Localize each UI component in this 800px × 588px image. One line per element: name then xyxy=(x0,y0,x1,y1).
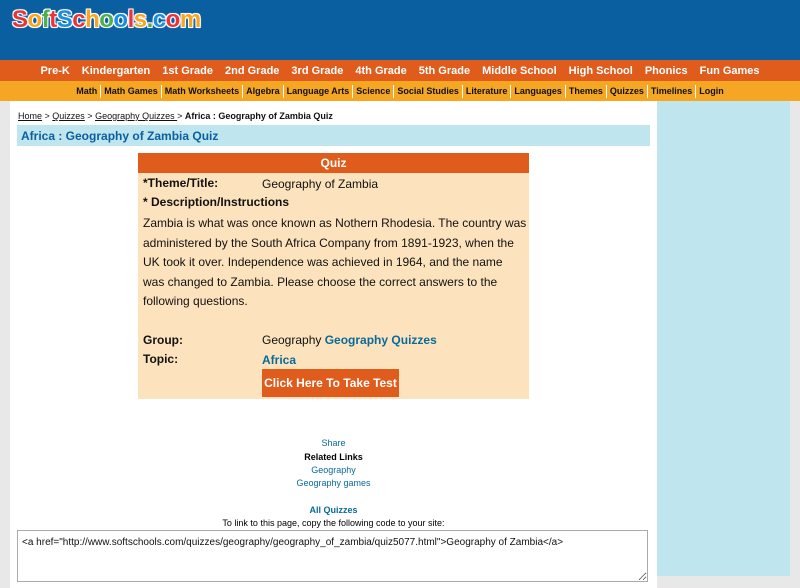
nav-fun-games[interactable]: Fun Games xyxy=(699,64,760,77)
logo-letter: c xyxy=(72,6,86,33)
subnav-login[interactable]: Login xyxy=(699,85,724,96)
logo-letter: S xyxy=(56,6,73,33)
embed-code-textarea[interactable] xyxy=(17,530,648,582)
header xyxy=(0,0,800,60)
breadcrumb-sep: > xyxy=(84,111,96,121)
geography-row xyxy=(10,465,657,475)
subnav-timelines[interactable]: Timelines xyxy=(648,85,696,98)
breadcrumb-home[interactable]: Home xyxy=(18,111,43,121)
description-label: * Description/Instructions xyxy=(143,195,290,209)
subnav-language-arts[interactable]: Language Arts xyxy=(284,85,354,98)
share-link[interactable]: Share xyxy=(321,438,346,448)
all-quizzes-row xyxy=(10,505,657,515)
logo-letter: h xyxy=(85,6,100,33)
group-value xyxy=(262,333,437,347)
nav-4th-grade[interactable]: 4th Grade xyxy=(355,64,407,77)
group-label: Group: xyxy=(143,333,183,347)
logo-letter: o xyxy=(27,6,42,33)
all-quizzes-link[interactable]: All Quizzes xyxy=(309,505,358,515)
logo-letter: s xyxy=(133,6,147,33)
theme-value: Geography of Zambia xyxy=(262,177,379,191)
africa-topic-link[interactable]: Africa xyxy=(262,353,297,367)
softschools-logo[interactable] xyxy=(12,6,201,34)
logo-letter: f xyxy=(41,6,50,33)
subnav-math-games[interactable]: Math Games xyxy=(101,85,162,98)
logo-letter: m xyxy=(179,6,201,33)
subnav-math[interactable]: Math xyxy=(73,85,101,98)
nav-5th-grade[interactable]: 5th Grade xyxy=(418,64,471,77)
right-gutter xyxy=(790,101,800,588)
subnav-math-worksheets[interactable]: Math Worksheets xyxy=(162,85,243,98)
right-sidebar xyxy=(657,101,790,576)
breadcrumb-sep: > xyxy=(177,111,185,121)
nav-pre-k[interactable]: Pre-K xyxy=(40,64,70,77)
logo-letter: S xyxy=(12,6,28,33)
breadcrumb-geography-quizzes[interactable]: Geography Quizzes xyxy=(95,111,178,121)
topic-label: Topic: xyxy=(143,352,179,366)
subnav-literature[interactable]: Literature xyxy=(463,85,512,98)
page-title-bar xyxy=(17,125,650,146)
breadcrumb xyxy=(18,111,333,121)
page-title: Africa : Geography of Zambia Quiz xyxy=(21,129,219,143)
nav-1st-grade[interactable]: 1st Grade xyxy=(162,64,214,77)
logo-letter: o xyxy=(113,6,128,33)
grade-nav xyxy=(0,60,800,81)
nav-phonics[interactable]: Phonics xyxy=(644,64,688,77)
share-row xyxy=(10,438,657,448)
nav-kindergarten[interactable]: Kindergarten xyxy=(81,64,151,77)
subnav-science[interactable]: Science xyxy=(353,85,394,98)
geography-link[interactable]: Geography xyxy=(311,465,356,475)
logo-letter: . xyxy=(146,6,153,33)
subnav-algebra[interactable]: Algebra xyxy=(243,85,284,98)
subnav-social-studies[interactable]: Social Studies xyxy=(394,85,463,98)
quiz-header: Quiz xyxy=(138,153,529,173)
breadcrumb-current: Africa : Geography of Zambia Quiz xyxy=(184,111,333,121)
nav-middle-school[interactable]: Middle School xyxy=(482,64,557,77)
subnav-quizzes[interactable]: Quizzes xyxy=(607,85,648,98)
take-test-button[interactable]: Click Here To Take Test xyxy=(262,369,399,397)
quiz-panel xyxy=(138,153,529,399)
group-text: Geography xyxy=(262,333,322,347)
geography-quizzes-link[interactable]: Geography Quizzes xyxy=(324,333,437,347)
subnav-languages[interactable]: Languages xyxy=(511,85,566,98)
description-text: Zambia is what was once known as Nothern Rhodesia. The country was administered by the South Africa Company from 1891-1923, when the UK took it over. Independence was achieved in 1964, and the name was changed to Zambia. Please choose the correct answers to the following questions. xyxy=(143,216,527,308)
logo-letter: c xyxy=(152,6,166,33)
logo-letter: l xyxy=(127,6,134,33)
breadcrumb-sep: > xyxy=(42,111,53,121)
theme-label: *Theme/Title: xyxy=(143,176,219,190)
main-content xyxy=(10,101,657,588)
subnav-themes[interactable]: Themes xyxy=(566,85,607,98)
related-links-heading: Related Links xyxy=(304,452,363,462)
nav-3rd-grade[interactable]: 3rd Grade xyxy=(291,64,344,77)
geography-games-link[interactable]: Geography games xyxy=(296,478,371,488)
logo-letter: o xyxy=(165,6,180,33)
breadcrumb-quizzes[interactable]: Quizzes xyxy=(52,111,85,121)
nav-high-school[interactable]: High School xyxy=(568,64,633,77)
geography-games-row xyxy=(10,478,657,488)
logo-letter: o xyxy=(99,6,114,33)
nav-2nd-grade[interactable]: 2nd Grade xyxy=(225,64,280,77)
subject-nav xyxy=(0,81,800,101)
link-instructions: To link to this page, copy the following code to your site: xyxy=(222,518,445,528)
logo-letter: t xyxy=(49,6,57,33)
